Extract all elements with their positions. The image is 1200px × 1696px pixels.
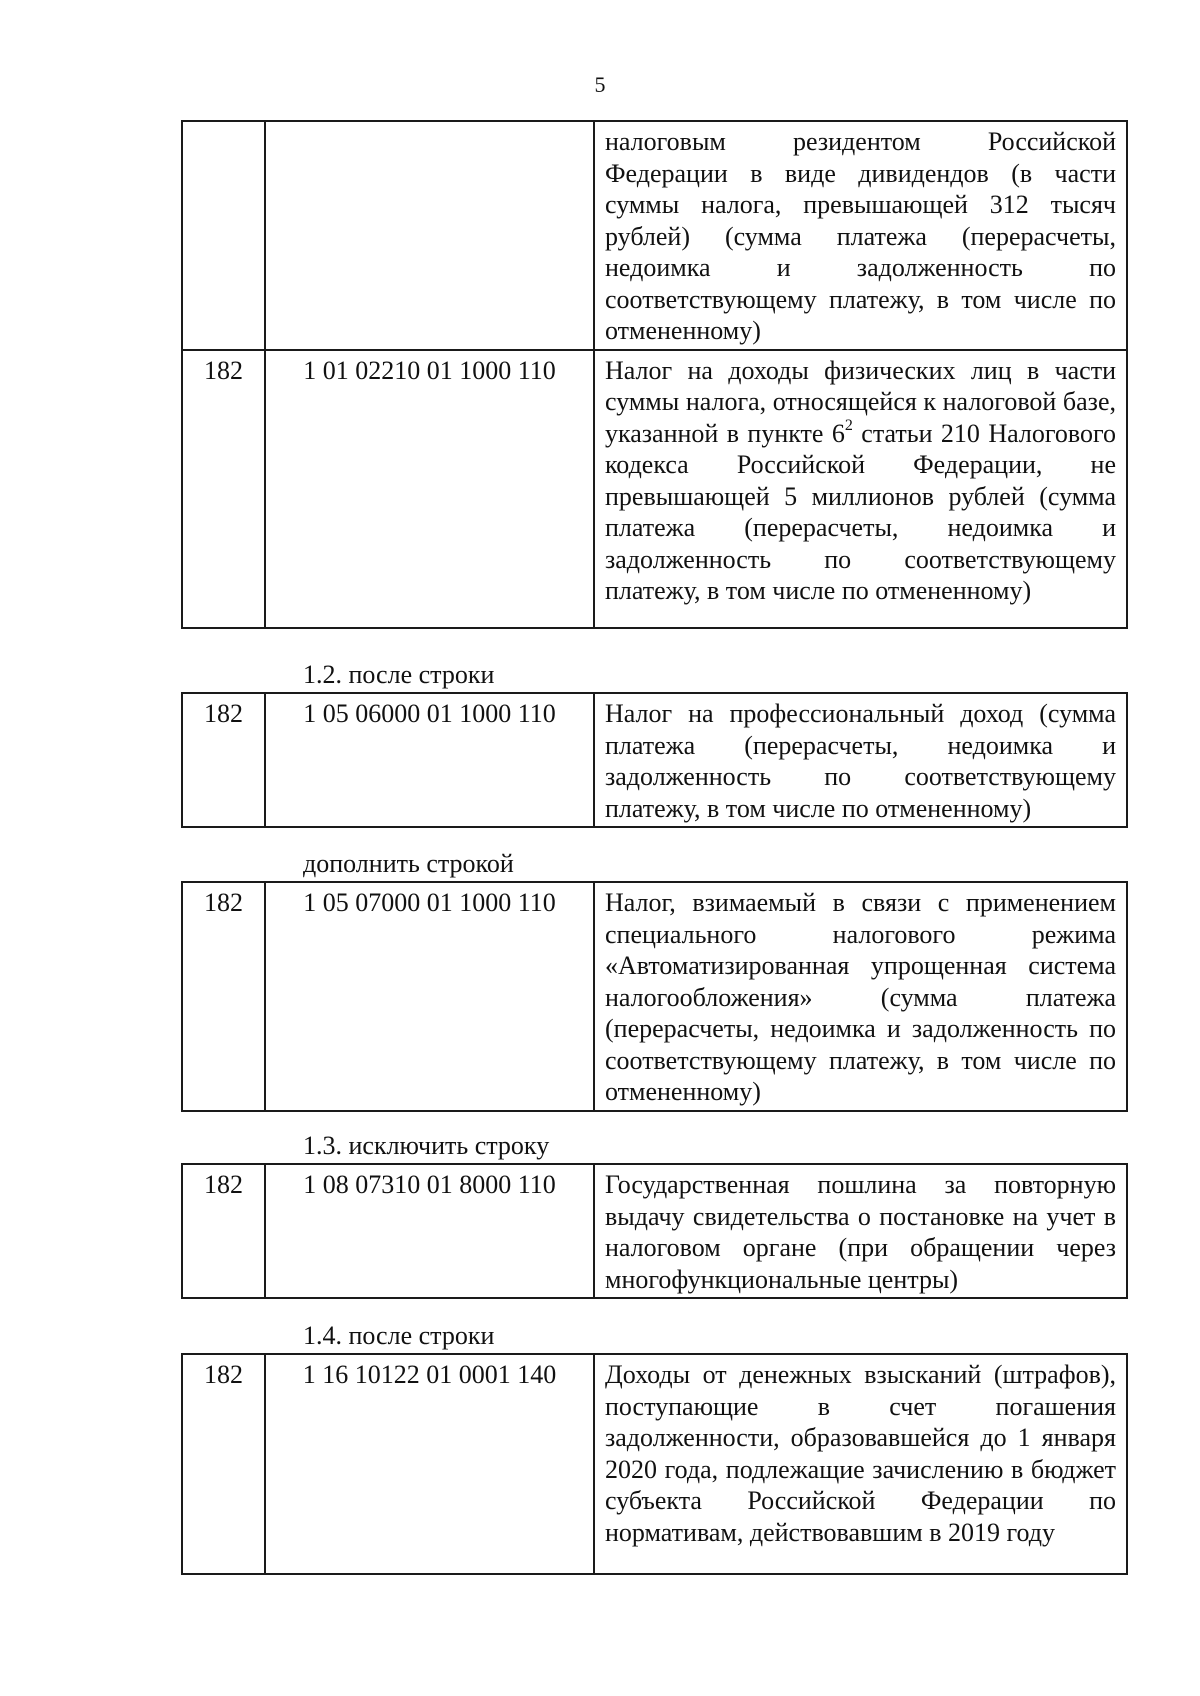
table-row [182,121,1127,350]
income-description-cell: Налог на профессиональный доход (сумма платежа (перерасчеты, недоимка и задолженность по соответствующему платежу, в том числе по отмененному) [594,693,1127,827]
section-label-1-3: 1.3. исключить строку [303,1131,550,1160]
income-description-cell: Государственная пошлина за повторную выдачу свидетельства о постановке на учет в налоговом органе (при обращении через многофункциональные центры) [594,1164,1127,1298]
admin-code-cell: 182 [182,693,265,827]
budget-codes-table-added [181,881,1128,1112]
table-row [182,882,1127,1111]
admin-code-cell: 182 [182,1354,265,1574]
table-row [182,1354,1127,1574]
description-text-before: Налог на доходы физических лиц в части суммы налога, относящейся к налоговой базе, указанной в пункте 6 [605,355,1116,448]
income-description-cell: налоговым резидентом Российской Федерации в виде дивидендов (в части суммы налога, превышающей 312 тысяч рублей) (сумма платежа (перерасчеты, недоимка и задолженность по соответствующему платежу, в том числе по отмененному) [594,121,1127,350]
budget-codes-table-1-3 [181,1163,1128,1299]
description-text-after: статьи 210 Налогового кодекса Российской Федерации, не превышающей 5 миллионов рублей (сумма платежа (перерасчеты, недоимка и задолженность по соответствующему платежу, в том числе по отмененному) [605,418,1116,605]
kbk-code-cell: 1 05 07000 01 1000 110 [265,882,594,1111]
income-description-cell: Доходы от денежных взысканий (штрафов), поступающие в счет погашения задолженности, образовавшейся до 1 января 2020 года, подлежащие зачислению в бюджет субъекта Российской Федерации по нормативам, действовавшим в 2019 году [594,1354,1127,1574]
kbk-code-cell: 1 01 02210 01 1000 110 [265,350,594,628]
admin-code-cell: 182 [182,350,265,628]
section-label-1-2: 1.2. после строки [303,660,495,689]
budget-codes-table-1-2 [181,692,1128,828]
kbk-code-cell: 1 16 10122 01 0001 140 [265,1354,594,1574]
table-row [182,693,1127,827]
kbk-code-cell [265,121,594,350]
superscript-index: 2 [844,416,853,434]
section-label-1-4: 1.4. после строки [303,1321,495,1350]
kbk-code-cell: 1 08 07310 01 8000 110 [265,1164,594,1298]
budget-codes-table-continuation [181,120,1128,629]
income-description-cell [594,350,1127,628]
admin-code-cell [182,121,265,350]
table-row [182,350,1127,628]
admin-code-cell: 182 [182,1164,265,1298]
page-number: 5 [594,72,606,97]
budget-codes-table-1-4 [181,1353,1128,1575]
section-label-add-row: дополнить строкой [303,849,514,878]
admin-code-cell: 182 [182,882,265,1111]
income-description-cell: Налог, взимаемый в связи с применением специального налогового режима «Автоматизированная упрощенная система налогообложения» (сумма платежа (перерасчеты, недоимка и задолженность по соответствующему платежу, в том числе по отмененному) [594,882,1127,1111]
kbk-code-cell: 1 05 06000 01 1000 110 [265,693,594,827]
table-row [182,1164,1127,1298]
